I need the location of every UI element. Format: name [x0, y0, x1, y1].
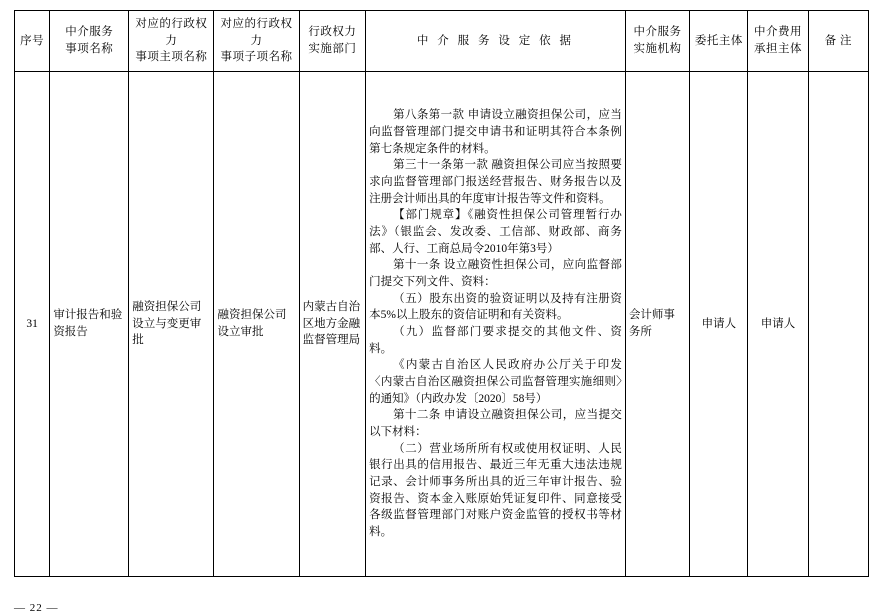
- basis-paragraph: （九）监督部门要求提交的其他文件、资料。: [369, 326, 622, 355]
- cell-basis: [366, 72, 626, 577]
- column-header-fee-subject-line2: 承担主体: [754, 43, 803, 55]
- cell-power-sub: 融资担保公司设立审批: [214, 72, 299, 577]
- basis-paragraph: 第三十一条第一款 融资担保公司应当按照要求向监督管理部门报送经营报告、财务报告以及注册会计师出具的年度审计报告等文件和资料。: [369, 159, 622, 205]
- cell-dept: 内蒙古自治区地方金融监督管理局: [299, 72, 365, 577]
- column-header-service-org-line1: 中介服务: [633, 26, 682, 39]
- basis-paragraph: （二）营业场所所有权或使用权证明、人民银行出具的信用报告、最近三年无重大违法违规记录、会计师事务所出具的近三年审计报告、验资报告、资本金入账原始凭证复印件、同意接受各级监督管理部门对账户资金监管的授权书等材料。: [369, 442, 622, 539]
- column-header-entrust-subject-text: 委托主体: [694, 34, 743, 47]
- cell-service-org: 会计师事务所: [625, 72, 689, 577]
- column-header-service-name: [50, 11, 129, 72]
- basis-paragraph: 第十一条 设立融资性担保公司，应向监督部门提交下列文件、资料：: [369, 259, 622, 288]
- table-header-row: [15, 11, 869, 72]
- column-header-service-org-line2: 实施机构: [633, 43, 682, 55]
- cell-remark: [808, 72, 868, 577]
- column-header-power-main-line2: 事项主项名称: [135, 51, 208, 64]
- column-header-seq: [15, 11, 50, 72]
- column-header-power-sub-line2: 事项子项名称: [220, 51, 293, 64]
- column-header-remark-text: 备 注: [824, 34, 853, 47]
- basis-paragraph: 【部门规章】《融资性担保公司管理暂行办法》（银监会、发改委、工信部、财政部、商务部、人行、工商总局令2010年第3号）: [369, 209, 622, 255]
- cell-entrust-subject: 申请人: [690, 72, 748, 577]
- column-header-dept-line2: 实施部门: [308, 43, 357, 55]
- page-footer: — 22 —: [14, 602, 59, 614]
- column-header-entrust-subject: [690, 11, 748, 72]
- column-header-basis: [366, 11, 626, 72]
- cell-fee-subject: 申请人: [748, 72, 808, 577]
- table-header: [15, 11, 869, 72]
- table-body: [15, 72, 869, 577]
- intermediary-service-table: [14, 10, 869, 577]
- column-header-power-main-line1: 对应的行政权力: [135, 17, 208, 47]
- column-header-remark: [808, 11, 868, 72]
- column-header-power-main: [129, 11, 214, 72]
- basis-paragraph: （五）股东出资的验资证明以及持有注册资本5%以上股东的资信证明和有关资料。: [369, 292, 622, 322]
- column-header-dept: [299, 11, 365, 72]
- cell-service-name: 审计报告和验资报告: [50, 72, 129, 577]
- basis-paragraph: 第十二条 申请设立融资担保公司，应当提交以下材料：: [369, 409, 622, 439]
- column-header-service-name-line1: 中介服务: [65, 26, 114, 39]
- column-header-basis-text: 中 介 服 务 设 定 依 据: [416, 34, 575, 47]
- basis-paragraph: 第八条第一款 申请设立融资担保公司，应当向监督管理部门提交申请书和证明其符合本条例第七条规定条件的材料。: [369, 109, 622, 155]
- column-header-fee-subject-line1: 中介费用: [754, 26, 803, 39]
- column-header-power-sub-line1: 对应的行政权力: [220, 17, 293, 47]
- table-row: [15, 72, 869, 577]
- column-header-fee-subject: [748, 11, 808, 72]
- column-header-service-name-line2: 事项名称: [65, 43, 114, 55]
- column-header-seq-line1: 序号: [20, 34, 45, 47]
- column-header-power-sub: [214, 11, 299, 72]
- cell-power-main: 融资担保公司设立与变更审批: [129, 72, 214, 577]
- column-header-service-org: [625, 11, 689, 72]
- column-header-dept-line1: 行政权力: [308, 26, 357, 39]
- cell-seq: 31: [15, 72, 50, 577]
- basis-paragraph: 《内蒙古自治区人民政府办公厅关于印发〈内蒙古自治区融资担保公司监督管理实施细则〉的通知》（内政办发〔2020〕58号）: [369, 359, 622, 405]
